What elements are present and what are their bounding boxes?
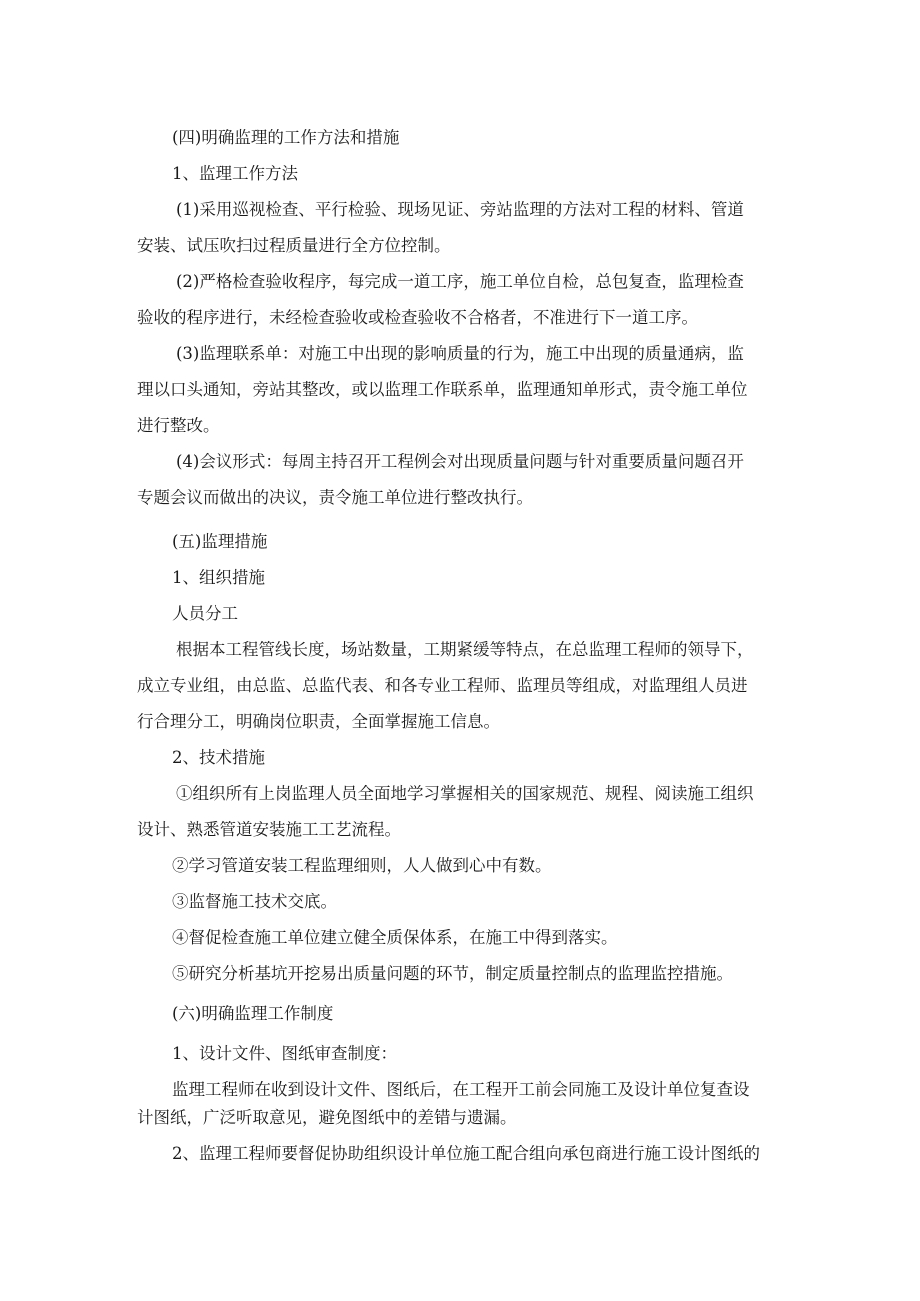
subheading-organizational-measures: 1、组织措施	[172, 568, 265, 587]
paragraph-staff-division: 根据本工程管线长度，场站数量，工期紧缓等特点，在总监理工程师的领导下， 成立专业组，由总监、总监代表、和各专业工程师、监理员等组成，对监理组人员进 行合理分工，明确岗位职责，全面掌握施工信息。	[137, 640, 754, 731]
paragraph-design-coordination: 2、监理工程师要督促协助组织设计单位施工配合组向承包商进行施工设计图纸的	[172, 1144, 760, 1163]
paragraph-technical-3: ③监督施工技术交底。	[172, 892, 337, 911]
paragraph-drawing-review: 监理工程师在收到设计文件、图纸后，在工程开工前会同施工及设计单位复查设 计图纸，广泛听取意见，避免图纸中的差错与遗漏。	[137, 1080, 750, 1127]
paragraph-method-2: (2)严格检查验收程序，每完成一道工序，施工单位自检，总包复查，监理检查 验收的程序进行，未经检查验收或检查验收不合格者，不准进行下一道工序。	[137, 272, 744, 327]
paragraph-technical-1: ①组织所有上岗监理人员全面地学习掌握相关的国家规范、规程、阅读施工组织 设计、熟悉管道安装施工工艺流程。	[137, 784, 754, 839]
heading-work-rules: (六)明确监理工作制度	[172, 1004, 334, 1023]
subheading-drawing-review: 1、设计文件、图纸审查制度：	[172, 1044, 397, 1063]
heading-work-methods-measures: (四)明确监理的工作方法和措施	[172, 128, 400, 147]
subheading-work-methods: 1、监理工作方法	[172, 164, 298, 183]
subheading-staff-division: 人员分工	[172, 604, 238, 623]
paragraph-method-1: (1)采用巡视检查、平行检验、现场见证、旁站监理的方法对工程的材料、管道 安装、试压吹扫过程质量进行全方位控制。	[137, 200, 744, 255]
paragraph-technical-5: ⑤研究分析基坑开挖易出质量问题的环节，制定质量控制点的监理监控措施。	[172, 964, 733, 983]
paragraph-method-4: (4)会议形式：每周主持召开工程例会对出现质量问题与针对重要质量问题召开 专题会议而做出的决议，责令施工单位进行整改执行。	[137, 452, 744, 507]
paragraph-technical-2: ②学习管道安装工程监理细则，人人做到心中有数。	[172, 856, 552, 875]
heading-supervision-measures: (五)监理措施	[172, 532, 268, 551]
subheading-technical-measures: 2、技术措施	[172, 748, 265, 767]
paragraph-technical-4: ④督促检查施工单位建立健全质保体系，在施工中得到落实。	[172, 928, 618, 947]
paragraph-method-3: (3)监理联系单：对施工中出现的影响质量的行为，施工中出现的质量通病，监 理以口头通知，旁站其整改，或以监理工作联系单，监理通知单形式，责令施工单位 进行整改。	[137, 344, 748, 435]
